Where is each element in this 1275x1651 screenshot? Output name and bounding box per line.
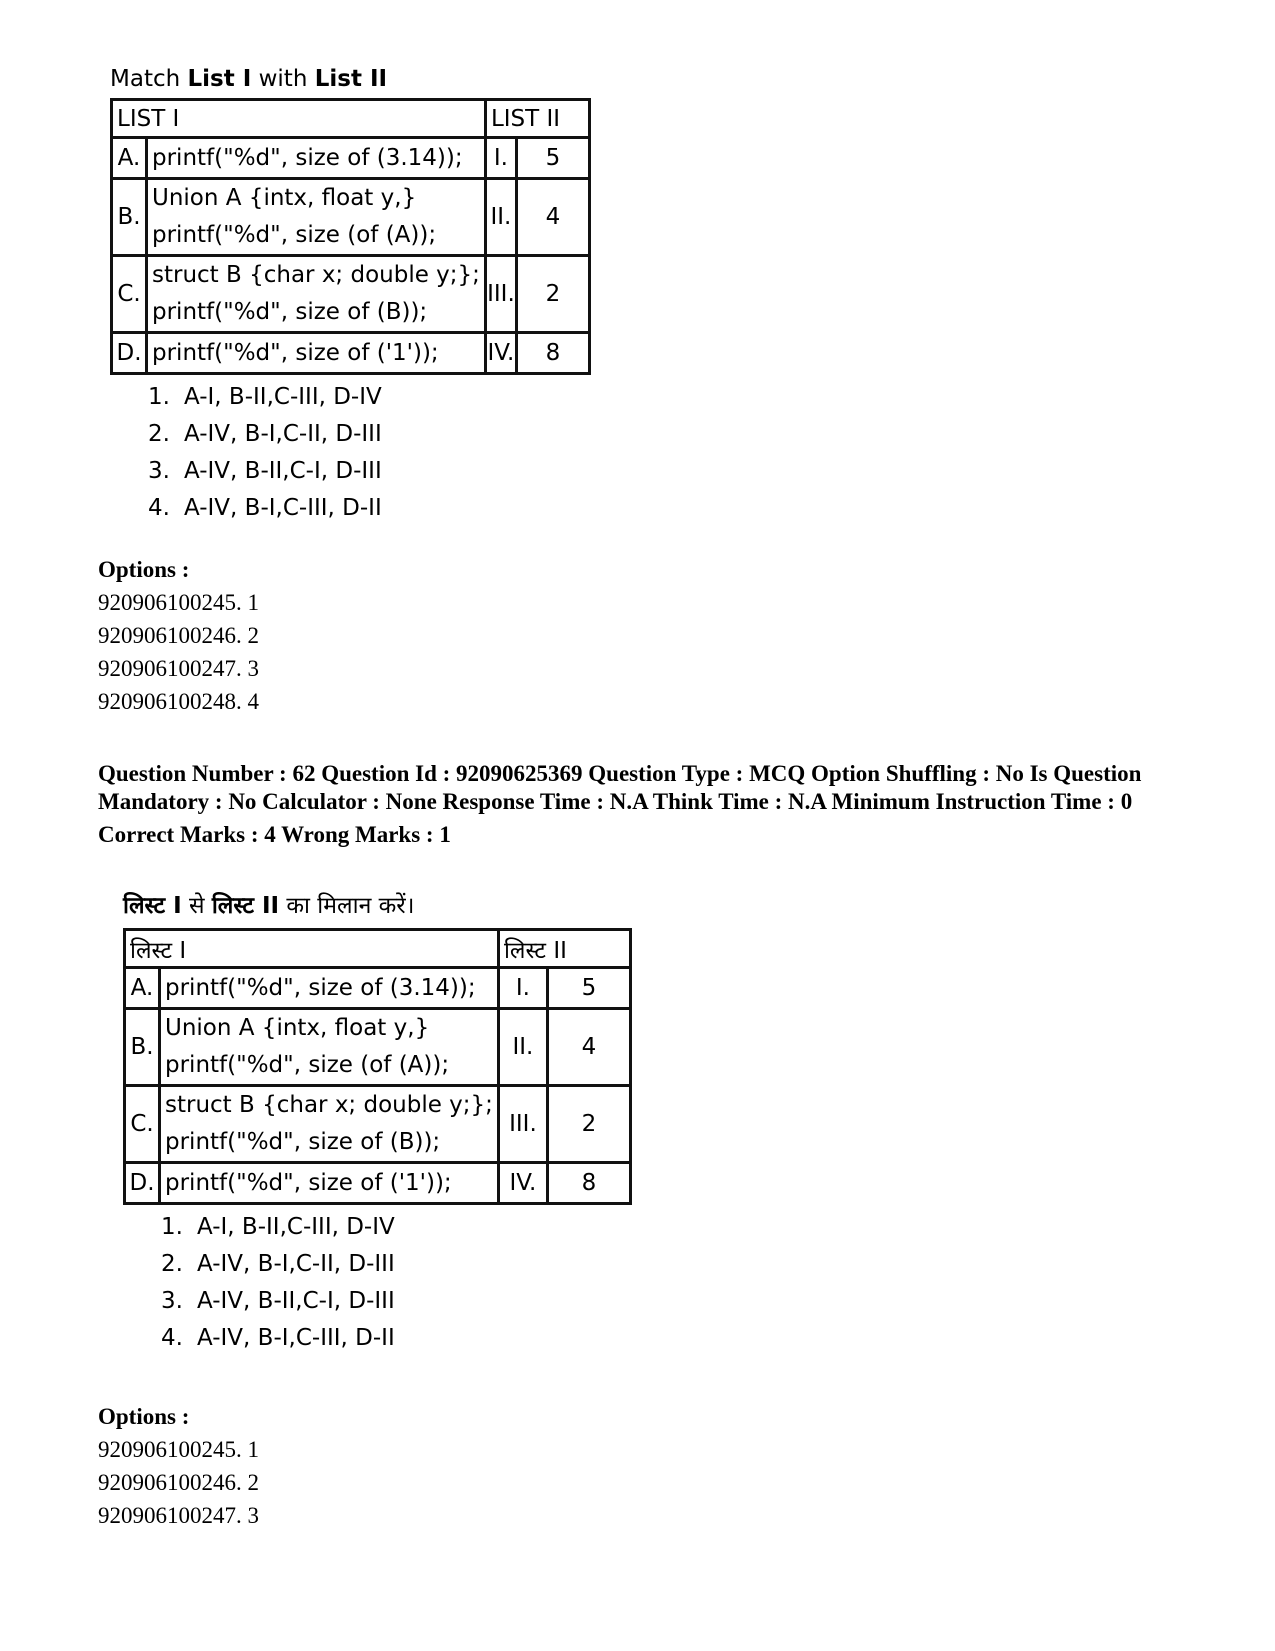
row-label: D. (112, 333, 147, 374)
list-item (148, 379, 591, 416)
title-rest: का मिलान करें। (286, 893, 415, 919)
english-question-image (110, 66, 591, 527)
choice-text: A-I, B-II,C-III, D-IV (197, 1214, 395, 1240)
row-code (147, 256, 486, 333)
row-label: A. (125, 968, 160, 1009)
code-line: printf("%d", size of ('1')); (152, 339, 439, 366)
row-value: 4 (516, 179, 589, 256)
row-roman: I. (498, 968, 547, 1009)
row-code (160, 1163, 499, 1204)
match-table (110, 98, 591, 375)
table-row (125, 968, 631, 1009)
row-value: 8 (547, 1163, 630, 1204)
question-title (123, 888, 414, 920)
question-metadata (98, 760, 1178, 849)
code-line: printf("%d", size of (B)); (165, 1129, 441, 1155)
title-list2: लिस्ट II (211, 893, 280, 919)
question-marks: Correct Marks : 4 Wrong Marks : 1 (98, 822, 451, 847)
table-row (112, 138, 590, 179)
option-item: 920906100245. 1 (98, 590, 259, 615)
row-code (147, 333, 486, 374)
row-roman: IV. (485, 333, 516, 374)
row-roman: II. (498, 1009, 547, 1086)
answer-choices (123, 1209, 632, 1357)
option-item: 920906100248. 4 (98, 689, 259, 714)
list-item (161, 1320, 632, 1357)
table-row (125, 1009, 631, 1086)
table-row (112, 256, 590, 333)
choice-number: 2. (148, 421, 170, 447)
code-line: struct B {char x; double y;}; (165, 1092, 493, 1118)
choice-text: A-I, B-II,C-III, D-IV (184, 384, 382, 410)
choice-number: 2. (161, 1251, 183, 1277)
choice-number: 1. (161, 1214, 183, 1240)
row-label: B. (125, 1009, 160, 1086)
choice-text: A-IV, B-I,C-III, D-II (184, 495, 382, 521)
row-label: C. (125, 1086, 160, 1163)
list2-header: लिस्ट II (498, 930, 630, 968)
options-heading: Options : (98, 1404, 190, 1429)
options-list (98, 1400, 259, 1532)
list-item (148, 490, 591, 527)
code-line: struct B {char x; double y;}; (152, 262, 480, 288)
choice-text: A-IV, B-I,C-II, D-III (197, 1251, 395, 1277)
choice-number: 4. (148, 495, 170, 521)
table-row (112, 333, 590, 374)
code-line: printf("%d", size of (3.14)); (165, 974, 476, 1001)
row-roman: II. (485, 179, 516, 256)
row-code (147, 138, 486, 179)
row-code (160, 1009, 499, 1086)
row-roman: I. (485, 138, 516, 179)
choice-number: 1. (148, 384, 170, 410)
row-roman: IV. (498, 1163, 547, 1204)
code-line: printf("%d", size of (3.14)); (152, 144, 463, 171)
hindi-question-image (123, 893, 632, 1357)
option-item: 920906100246. 2 (98, 623, 259, 648)
row-label: D. (125, 1163, 160, 1204)
code-line: printf("%d", size (of (A)); (152, 222, 437, 248)
match-table (123, 928, 632, 1205)
code-line: Union A {intx, float y,} (152, 185, 417, 211)
list-item (148, 416, 591, 453)
choice-text: A-IV, B-I,C-III, D-II (197, 1325, 395, 1351)
row-value: 2 (547, 1086, 630, 1163)
code-line: printf("%d", size of (B)); (152, 299, 428, 325)
option-item: 920906100247. 3 (98, 1503, 259, 1528)
row-label: A. (112, 138, 147, 179)
title-list2: List II (314, 66, 388, 92)
title-with: with (258, 66, 308, 92)
list-item (161, 1283, 632, 1320)
row-code (160, 1086, 499, 1163)
table-row (125, 1163, 631, 1204)
row-value: 5 (516, 138, 589, 179)
choice-number: 3. (161, 1288, 183, 1314)
row-value: 2 (516, 256, 589, 333)
choice-text: A-IV, B-I,C-II, D-III (184, 421, 382, 447)
row-label: C. (112, 256, 147, 333)
list2-header: LIST II (485, 100, 589, 138)
code-line: Union A {intx, float y,} (165, 1015, 430, 1041)
option-item: 920906100245. 1 (98, 1437, 259, 1462)
choice-text: A-IV, B-II,C-I, D-III (197, 1288, 395, 1314)
list-item (161, 1246, 632, 1283)
title-prefix: Match (110, 66, 181, 92)
row-roman: III. (485, 256, 516, 333)
list-item (161, 1209, 632, 1246)
choice-number: 4. (161, 1325, 183, 1351)
row-label: B. (112, 179, 147, 256)
choice-number: 3. (148, 458, 170, 484)
row-code (147, 179, 486, 256)
title-list1: List I (187, 66, 252, 92)
code-line: printf("%d", size (of (A)); (165, 1052, 450, 1078)
option-item: 920906100247. 3 (98, 656, 259, 681)
option-item: 920906100246. 2 (98, 1470, 259, 1495)
options-heading: Options : (98, 557, 190, 582)
code-line: printf("%d", size of ('1')); (165, 1169, 452, 1196)
row-value: 5 (547, 968, 630, 1009)
list-item (148, 453, 591, 490)
row-roman: III. (498, 1086, 547, 1163)
question-title (110, 66, 591, 92)
row-code (160, 968, 499, 1009)
row-value: 8 (516, 333, 589, 374)
row-value: 4 (547, 1009, 630, 1086)
answer-choices (110, 379, 591, 527)
list1-header: LIST I (112, 100, 486, 138)
choice-text: A-IV, B-II,C-I, D-III (184, 458, 382, 484)
title-list1: लिस्ट I (123, 893, 182, 919)
list1-header: लिस्ट I (125, 930, 499, 968)
options-list (98, 553, 259, 718)
question-meta-line: Question Number : 62 Question Id : 92090625369 Question Type : MCQ Option Shuffling : No Is Question Mandatory : No Calculator : None Response Time : N.A Think Time : N.A Minimum Instruction Time : 0 (98, 761, 1142, 814)
title-se: से (188, 893, 205, 919)
table-row (125, 1086, 631, 1163)
table-row (112, 179, 590, 256)
